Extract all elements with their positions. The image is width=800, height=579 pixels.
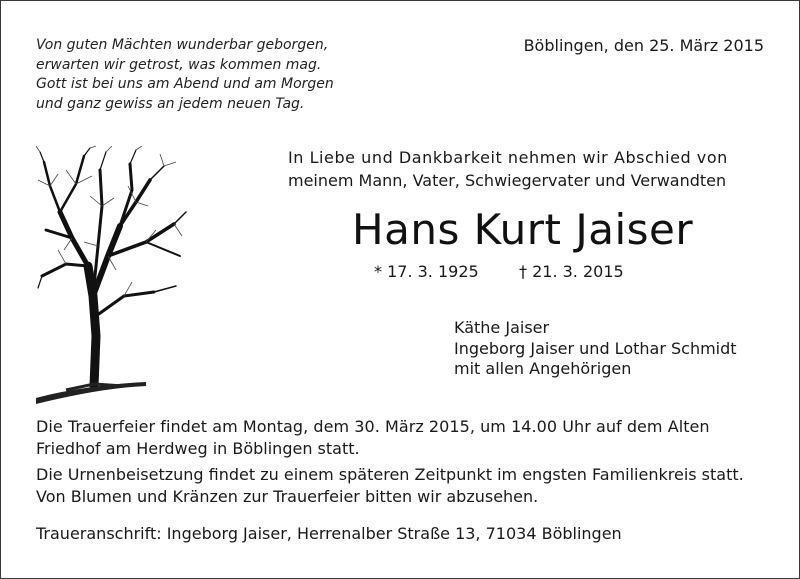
intro-line: In Liebe und Dankbarkeit nehmen wir Abschied von: [288, 148, 728, 167]
mourner-line: Käthe Jaiser: [454, 318, 550, 337]
intro-text: [288, 146, 764, 192]
urn-notice: [36, 464, 744, 507]
funeral-line: Die Trauerfeier findet am Montag, dem 30. März 2015, um 14.00 Uhr auf dem Alten: [36, 417, 710, 436]
funeral-line: Friedhof am Herdweg in Böblingen statt.: [36, 438, 360, 458]
birth-date: * 17. 3. 1925: [374, 262, 479, 281]
poem-line: erwarten wir getrost, was kommen mag.: [36, 56, 322, 73]
poem-line: Von guten Mächten wunderbar geborgen,: [36, 37, 329, 53]
mourning-address: Traueranschrift: Ingeborg Jaiser, Herrenalber Straße 13, 71034 Böblingen: [36, 524, 622, 543]
mourners-list: [454, 318, 737, 380]
urn-line: Von Blumen und Kränzen zur Trauerfeier bitten wir abzusehen.: [36, 486, 539, 506]
deceased-name: Hans Kurt Jaiser: [352, 205, 694, 254]
death-date: † 21. 3. 2015: [519, 262, 624, 281]
mourner-line: mit allen Angehörigen: [454, 359, 632, 378]
poem-line: und ganz gewiss an jedem neuen Tag.: [36, 95, 305, 112]
funeral-notice: [36, 416, 710, 459]
bare-tree-icon: [36, 146, 190, 406]
poem-quote: [36, 36, 334, 114]
poem-line: Gott ist bei uns am Abend und am Morgen: [36, 76, 334, 92]
mourner-line: Ingeborg Jaiser und Lothar Schmidt: [454, 338, 737, 358]
intro-line: meinem Mann, Vater, Schwiegervater und Verwandten: [288, 171, 727, 190]
urn-line: Die Urnenbeisetzung findet zu einem späteren Zeitpunkt im engsten Familienkreis statt.: [36, 465, 744, 484]
place-date: Böblingen, den 25. März 2015: [523, 36, 764, 55]
